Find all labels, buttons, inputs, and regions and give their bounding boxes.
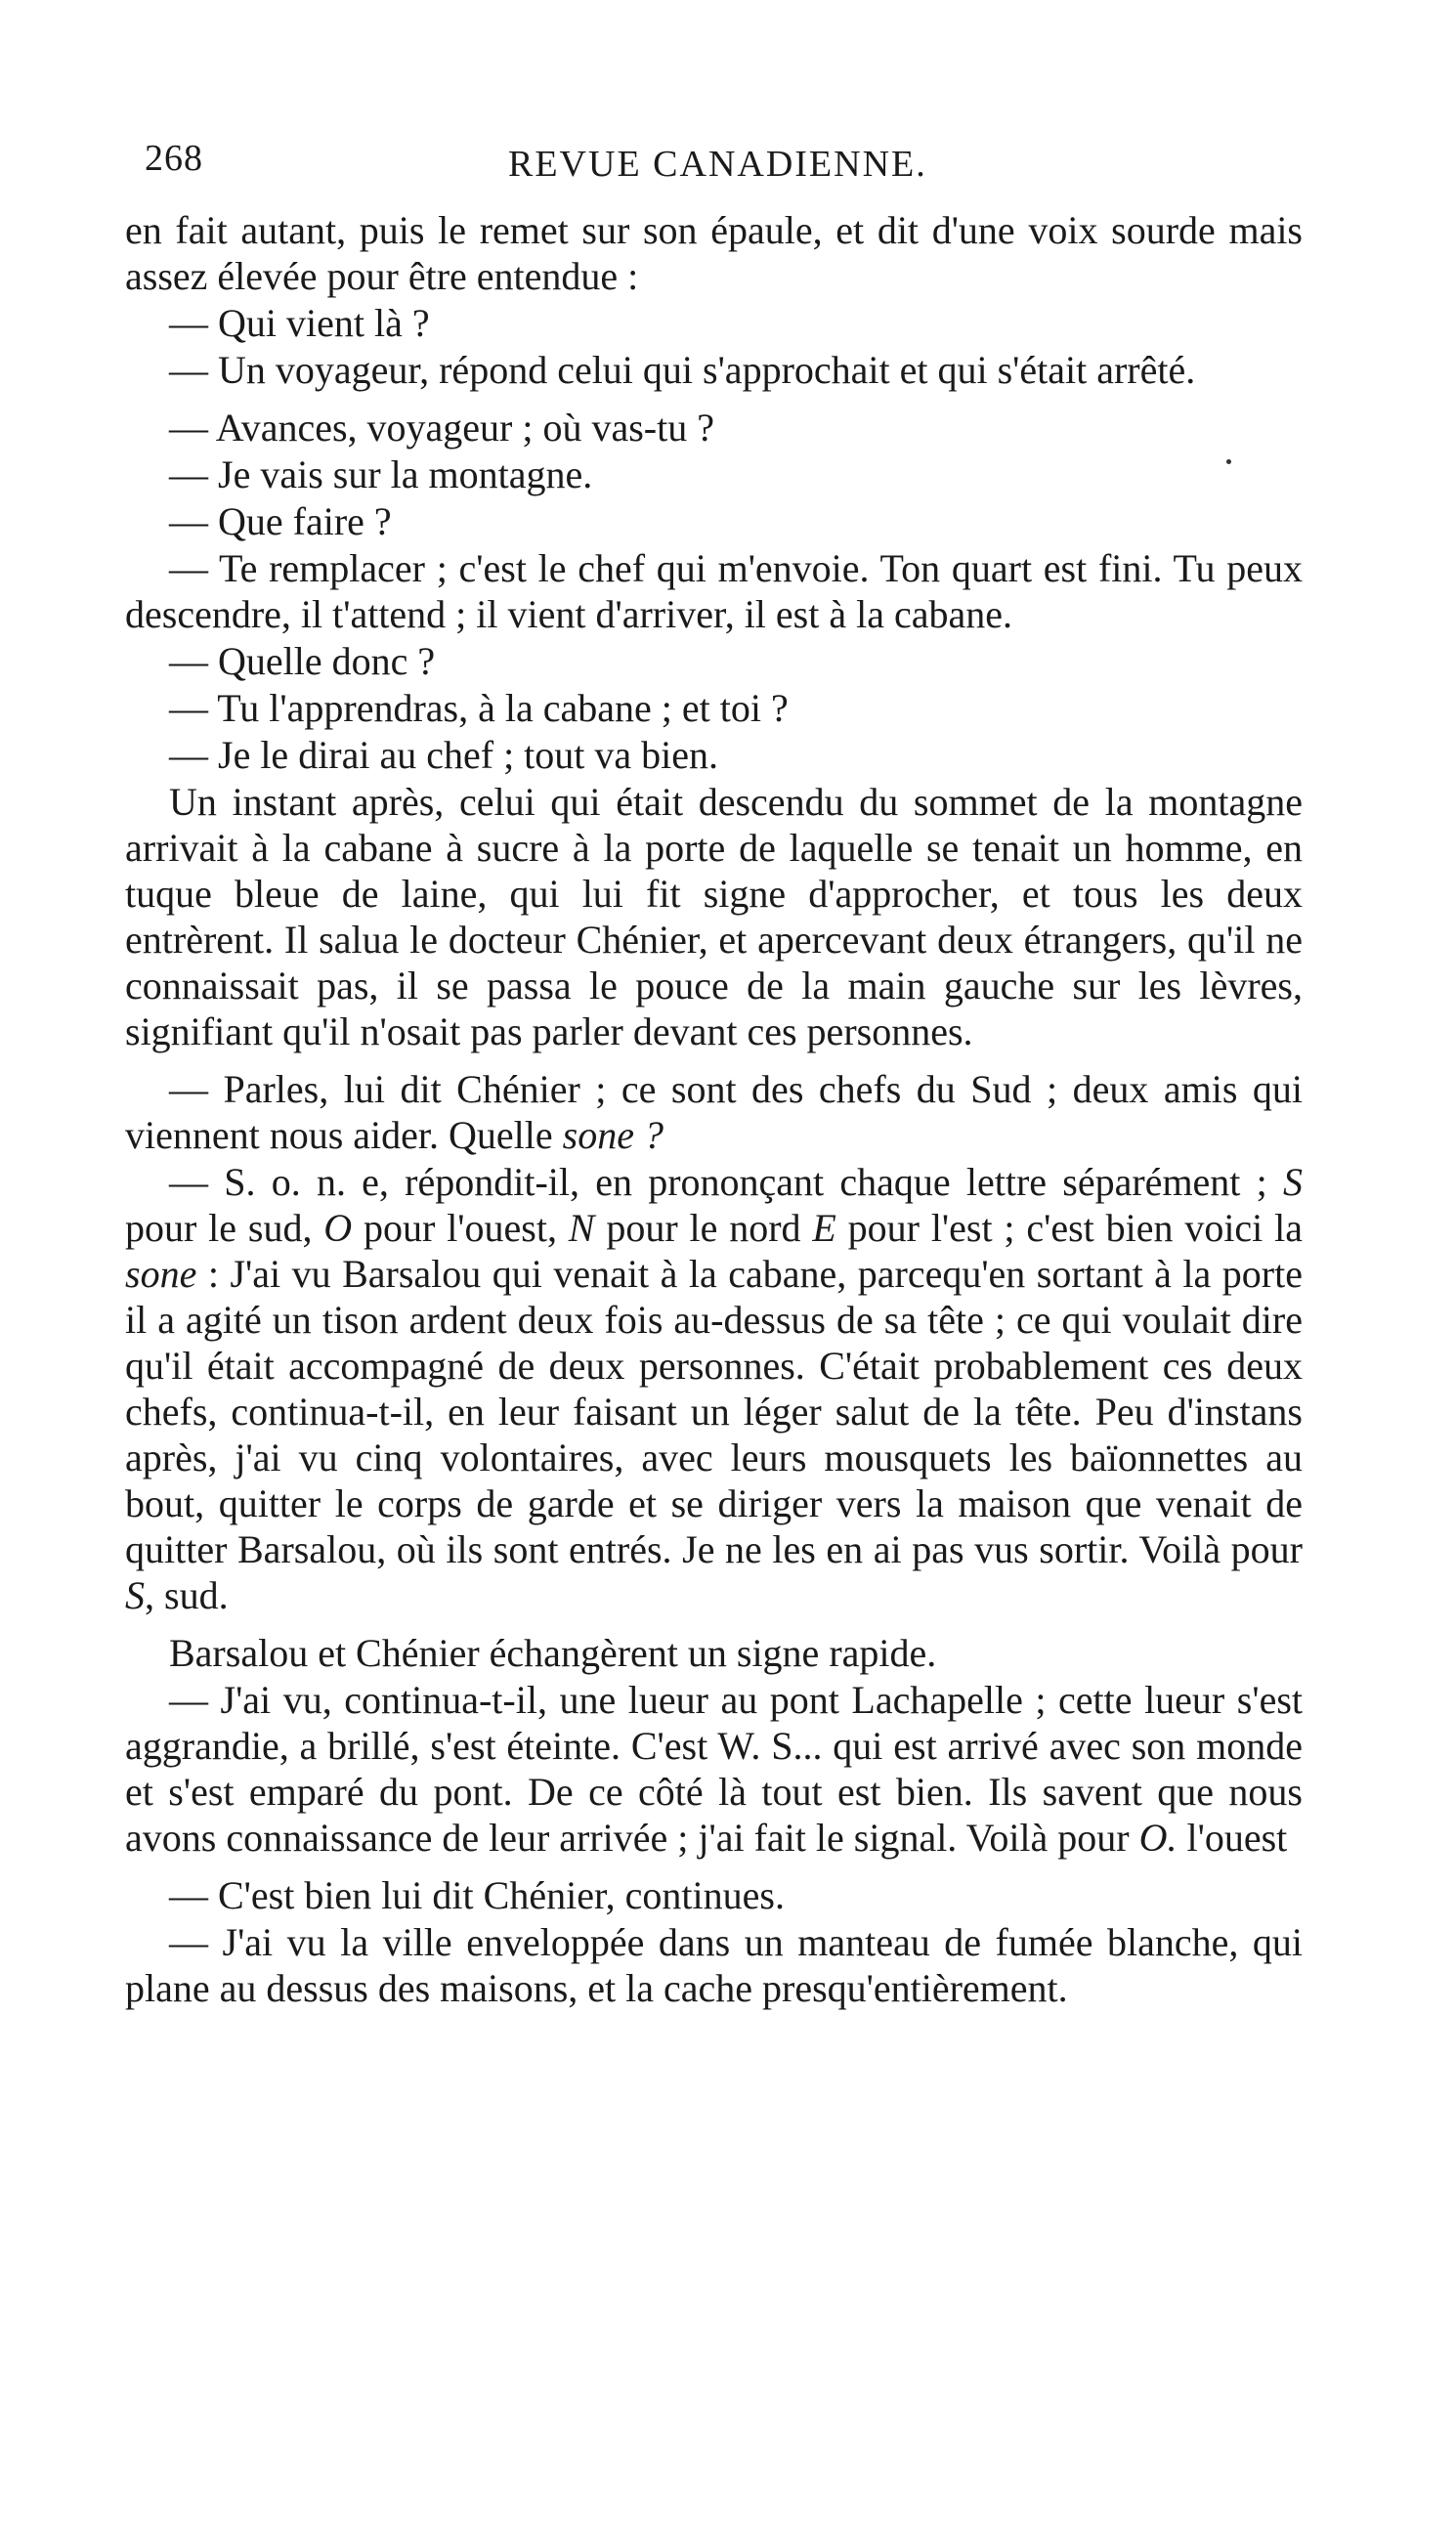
dialogue-line: — Te remplacer ; c'est le chef qui m'envoie. Ton quart est fini. Tu peux descendre, il t'attend ; il vient d'arriver, il est à la cabane.	[125, 546, 1303, 636]
running-title: REVUE CANADIENNE.	[508, 144, 927, 185]
dialogue-line	[125, 1677, 1303, 1861]
italic-word: sone ?	[562, 1113, 664, 1157]
italic-letter: O.	[1138, 1816, 1178, 1860]
page-header	[137, 137, 1309, 195]
italic-letter: N	[568, 1206, 595, 1250]
paragraph: en fait autant, puis le remet sur son épaule, et dit d'une voix sourde mais assez élevée pour être entendue :	[125, 208, 1303, 298]
text-run: pour l'est ; c'est bien voici la	[835, 1206, 1304, 1250]
dialogue-line: — J'ai vu la ville enveloppée dans un manteau de fumée blanche, qui plane au dessus des maisons, et la cache presqu'entièrement.	[125, 1920, 1303, 2010]
italic-word: sone	[125, 1252, 197, 1296]
text-run: : J'ai vu Barsalou qui venait à la cabane, parcequ'en sortant à la porte il a agité un tison ardent deux fois au-dessus de sa tête ; ce qui voulait dire qu'il était accompagné de deux personnes. C'était probablement ces deux chefs, continua-t-il, en leur faisant un léger salut de la tête. Peu d'instans après, j'ai vu cinq volontaires, avec leurs mousquets les baïonnettes au bout, quitter le corps de garde et se diriger vers la maison que venait de quitter Barsalou, où ils sont entrés. Je ne les en ai pas vus sortir. Voilà pour	[125, 1252, 1303, 1571]
body-text	[125, 207, 1303, 2012]
text-run: l'ouest	[1177, 1816, 1288, 1860]
text-run: — J'ai vu, continua-t-il, une lueur au pont Lachapelle ; cette lueur s'est aggrandie, a brillé, s'est éteinte. C'est W. S... qui est arrivé avec son monde et s'est emparé du pont. De ce côté là tout est bien. Ils savent que nous avons connaissance de leur arrivée ; j'ai fait le signal. Voilà pour	[125, 1678, 1303, 1860]
text-run: pour l'ouest,	[352, 1206, 569, 1250]
dialogue-line: — Qui vient là ?	[169, 301, 430, 345]
dialogue-line: — C'est bien lui dit Chénier, continues.	[169, 1873, 785, 1917]
page-number: 268	[145, 138, 203, 179]
italic-letter: S	[125, 1573, 145, 1617]
dialogue-line: — Tu l'apprendras, à la cabane ; et toi ?	[169, 686, 789, 730]
dialogue-line: — Je vais sur la montagne.	[169, 452, 593, 496]
dialogue-line: — Quelle donc ?	[169, 639, 436, 683]
text-run: — Parles, lui dit Chénier ; ce sont des chefs du Sud ; deux amis qui viennent nous aider. Quelle	[125, 1067, 1303, 1157]
italic-letter: E	[812, 1206, 836, 1250]
dialogue-line	[125, 1066, 1303, 1158]
dialogue-line: — Un voyageur, répond celui qui s'approchait et qui s'était arrêté.	[169, 348, 1196, 392]
dialogue-line	[125, 1159, 1303, 1618]
italic-letter: S	[1283, 1160, 1303, 1204]
text-run: — S. o. n. e, répondit-il, en prononçant chaque lettre séparément ;	[169, 1160, 1283, 1204]
dialogue-line: — Avances, voyageur ; où vas-tu ?	[169, 406, 714, 450]
paragraph: Un instant après, celui qui était descendu du sommet de la montagne arrivait à la cabane à sucre à la porte de laquelle se tenait un homme, en tuque bleue de laine, qui lui fit signe d'approcher, et tous les deux entrèrent. Il salua le docteur Chénier, et apercevant deux étrangers, qu'il ne connaissait pas, il se passa le pouce de la main gauche sur les lèvres, signifiant qu'il n'osait pas parler devant ces personnes.	[125, 780, 1303, 1053]
italic-letter: O	[323, 1206, 353, 1250]
paragraph: Barsalou et Chénier échangèrent un signe rapide.	[169, 1631, 937, 1675]
dialogue-line: — Je le dirai au chef ; tout va bien.	[169, 733, 719, 777]
dialogue-line: — Que faire ?	[169, 499, 392, 543]
text-run: , sud.	[145, 1573, 229, 1617]
text-run: pour le nord	[594, 1206, 813, 1250]
text-run: pour le sud,	[125, 1206, 324, 1250]
